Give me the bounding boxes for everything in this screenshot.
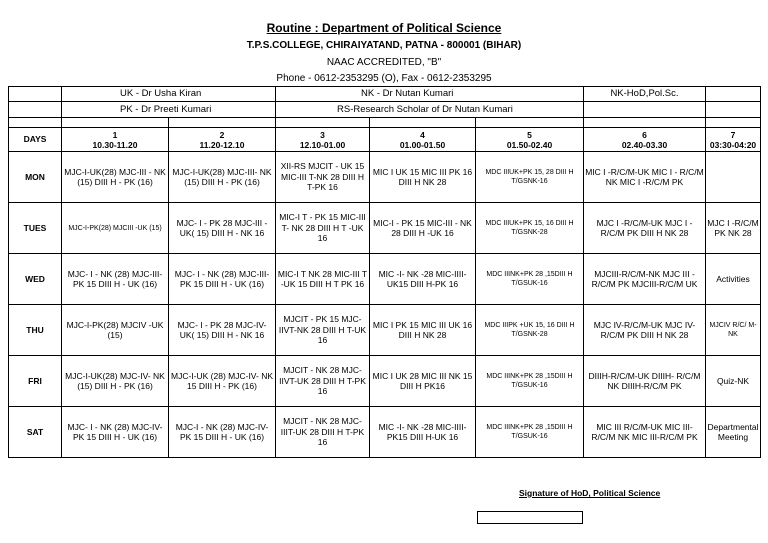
class-cell: MJC- I - NK (28) MJC-III- PK 15 DIII H - UK (16) [62, 254, 169, 305]
period-number: 1 [112, 129, 118, 140]
blank-cell [9, 118, 62, 128]
class-cell: MJCIT - NK 28 MJC-IIVT-UK 28 DIII H T-PK 16 [276, 356, 370, 407]
class-cell: MIC I UK 28 MIC III NK 15 DIII H PK16 [370, 356, 476, 407]
class-cell: MJC-I-PK(28) MJCIV -UK (15) [62, 305, 169, 356]
period-header [706, 128, 761, 152]
class-cell: MDC IIIUK+PK 15, 16 DIII H T/GSNK-28 [476, 203, 584, 254]
period-time: 12.10-01.00 [299, 139, 346, 150]
class-cell: MJC-I - NK (28) MJC-IV- PK 15 DIII H - UK (16) [169, 407, 276, 458]
class-cell: MIC I UK 15 MIC III PK 16 DIII H NK 28 [370, 152, 476, 203]
class-cell: Departmental Meeting [706, 407, 761, 458]
faculty-rs: RS-Research Scholar of Dr Nutan Kumari [276, 102, 584, 118]
period-header [169, 128, 276, 152]
class-cell: MIC -I- NK -28 MIC-IIII- PK15 DIII H-UK 16 [370, 407, 476, 458]
blank-cell [169, 118, 276, 128]
table-row [9, 305, 761, 356]
class-cell: DIIIH-R/C/M-UK DIIIH- R/C/M NK DIIIH-R/C/M PK [584, 356, 706, 407]
class-cell: Activities [706, 254, 761, 305]
class-cell: MJC-I-UK(28) MJC-IV- NK (15) DIII H - PK (16) [62, 356, 169, 407]
period-header [476, 128, 584, 152]
period-time: 03:30-04:20 [709, 139, 757, 150]
blank-cell [276, 118, 370, 128]
day-label: MON [9, 152, 62, 203]
day-label: SAT [9, 407, 62, 458]
blank-cell [9, 102, 62, 118]
class-cell: MDC IIIPK +UK 15, 16 DIII H T/GSNK-28 [476, 305, 584, 356]
period-header [584, 128, 706, 152]
period-time: 11.20-12.10 [199, 139, 245, 150]
college-name: T.P.S.COLLEGE, CHIRAIYATAND, PATNA - 800001 (BIHAR) [246, 40, 522, 51]
class-cell: MIC -I- NK -28 MIC-IIII- UK15 DIII H-PK 16 [370, 254, 476, 305]
class-cell: MIC-I T NK 28 MIC-III T -UK 15 DIII H T PK 16 [276, 254, 370, 305]
period-header [370, 128, 476, 152]
class-cell: Quiz-NK [706, 356, 761, 407]
class-cell: MIC I PK 15 MIC III UK 16 DIII H NK 28 [370, 305, 476, 356]
class-cell: MJC- I - PK 28 MJC-IV- UK( 15) DIII H - NK 16 [169, 305, 276, 356]
blank-cell [370, 118, 476, 128]
period-number: 2 [219, 129, 225, 140]
period-number: 3 [320, 129, 325, 140]
period-number: 6 [642, 129, 647, 140]
class-cell: MJC I -R/C/M-UK MJC I - R/C/M PK DIII H NK 28 [584, 203, 706, 254]
period-header [62, 128, 169, 152]
table-row [9, 203, 761, 254]
signature-box [477, 511, 583, 524]
class-cell: MJCIII-R/C/M-NK MJC III - R/C/M PK MJCIII-R/C/M UK [584, 254, 706, 305]
faculty-uk: UK - Dr Usha Kiran [62, 87, 276, 102]
class-cell: MJC-I-UK (28) MJC-IV- NK 15 DIII H - PK (16) [169, 356, 276, 407]
class-cell: MDC IIINK+PK 28 ,15DIII H T/GSUK-16 [476, 407, 584, 458]
class-cell: MIC-I - PK 15 MIC-III - NK 28 DIII H -UK 16 [370, 203, 476, 254]
class-cell: MJC- I - NK (28) MJC-IV- PK 15 DIII H - UK (16) [62, 407, 169, 458]
day-label: TUES [9, 203, 62, 254]
period-time: 01.00-01.50 [399, 139, 446, 150]
blank-cell [476, 118, 584, 128]
class-cell: MJC- I - PK 28 MJC-III - UK( 15) DIII H - NK 16 [169, 203, 276, 254]
day-label: WED [9, 254, 62, 305]
class-cell [706, 152, 761, 203]
class-cell: MJCIT - PK 15 MJC-IIVT-NK 28 DIII H T-UK 16 [276, 305, 370, 356]
class-cell: MJC I -R/C/M PK NK 28 [706, 203, 761, 254]
table-row [9, 407, 761, 458]
class-cell: MJCIT - NK 28 MJC-IIIT-UK 28 DIII H T-PK 16 [276, 407, 370, 458]
page-title: Routine : Department of Political Science [266, 21, 502, 35]
blank-cell [62, 118, 169, 128]
blank-cell [584, 118, 706, 128]
class-cell: MIC-I T - PK 15 MIC-III T- NK 28 DIII H T -UK 16 [276, 203, 370, 254]
class-cell: MDC IIINK+PK 28 ,15DIII H T/GSUK-16 [476, 356, 584, 407]
class-cell: MIC I -R/C/M-UK MIC I - R/C/M NK MIC I -R/C/M PK [584, 152, 706, 203]
blank-cell [584, 102, 706, 118]
day-label: THU [9, 305, 62, 356]
period-number: 4 [420, 129, 425, 140]
period-number: 5 [527, 129, 532, 140]
period-time: 02.40-03.30 [621, 139, 668, 150]
class-cell: MJC- I - NK (28) MJC-III- PK 15 DIII H - UK (16) [169, 254, 276, 305]
class-cell: MJC-I-UK(28) MJC-III- NK (15) DIII H - PK (16) [169, 152, 276, 203]
period-header [276, 128, 370, 152]
day-label: FRI [9, 356, 62, 407]
period-number: 7 [730, 129, 736, 140]
class-cell: XII-RS MJCIT - UK 15 MIC-III T-NK 28 DIII H T-PK 16 [276, 152, 370, 203]
days-header: DAYS [9, 128, 62, 152]
class-cell: MDC IIIUK+PK 15, 28 DIII H T/GSNK-16 [476, 152, 584, 203]
blank-cell [706, 118, 761, 128]
naac-status: NAAC ACCREDITED, "B" [326, 57, 442, 68]
class-cell: MJCIV R/C/ M-NK [706, 305, 761, 356]
class-cell: MDC IIINK+PK 28 ,15DIII H T/GSUK-16 [476, 254, 584, 305]
faculty-hod: NK-HoD,Pol.Sc. [584, 87, 706, 102]
blank-cell [706, 102, 761, 118]
blank-cell [9, 87, 62, 102]
period-time: 10.30-11.20 [92, 139, 138, 150]
period-time: 01.50-02.40 [506, 139, 553, 150]
class-cell: MIC III R/C/M-UK MIC III- R/C/M NK MIC III-R/C/M PK [584, 407, 706, 458]
table-row [9, 356, 761, 407]
contact-line: Phone - 0612-2353295 (O), Fax - 0612-2353295 [276, 73, 492, 84]
table-row [9, 152, 761, 203]
routine-table [8, 86, 761, 458]
hod-signature-label: Signature of HoD, Political Science [519, 488, 661, 498]
blank-cell [706, 87, 761, 102]
class-cell: MJC-I-UK(28) MJC-III - NK (15) DIII H - PK (16) [62, 152, 169, 203]
faculty-nk: NK - Dr Nutan Kumari [276, 87, 584, 102]
class-cell: MJC IV-R/C/M-UK MJC IV- R/C/M PK DIII H NK 28 [584, 305, 706, 356]
table-row [9, 254, 761, 305]
faculty-pk: PK - Dr Preeti Kumari [62, 102, 276, 118]
class-cell: MJC-I-PK(28) MJCIII -UK (15) [62, 203, 169, 254]
